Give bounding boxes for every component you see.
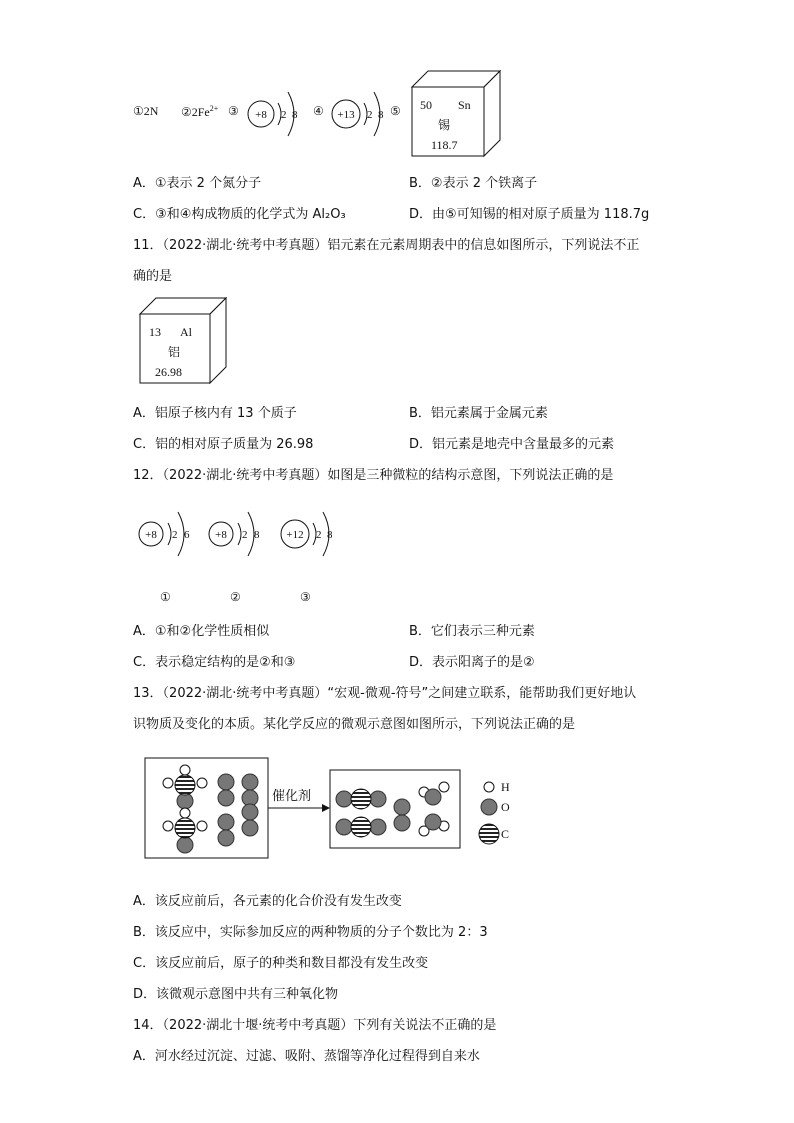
q10-option-c[interactable]: C．③和④构成物质的化学式为 Al₂O₃ (133, 207, 346, 222)
catalyst-label: 催化剂 (272, 788, 312, 803)
svg-text:8: 8 (254, 529, 260, 541)
q10-option-d[interactable]: D．由⑤可知锡的相对原子质量为 118.7g (409, 207, 650, 222)
svg-text:2: 2 (242, 529, 248, 541)
svg-text:13: 13 (149, 325, 161, 339)
q11-option-b[interactable]: B．铝元素属于金属元素 (409, 406, 548, 421)
svg-text:+12: +12 (286, 529, 304, 541)
svg-text:26.98: 26.98 (155, 365, 182, 379)
legend-c-label: C (501, 827, 510, 841)
svg-text:8: 8 (378, 109, 384, 121)
particle-label-3: ③ (300, 590, 311, 604)
q12-stem: 12．（2022·湖北·统考中考真题）如图是三种微粒的结构示意图，下列说法正确的是 (133, 468, 614, 483)
q14-option-a[interactable]: A．河水经过沉淀、过滤、吸附、蒸馏等净化过程得到自来水 (133, 1049, 480, 1064)
q12-option-d[interactable]: D．表示阳离子的是② (409, 655, 535, 670)
q11-stem-cont: 确的是 (133, 269, 173, 284)
svg-text:118.7: 118.7 (431, 138, 458, 152)
q13-option-c[interactable]: C．该反应前后，原子的种类和数目都没有发生改变 (133, 956, 429, 971)
q11-option-c[interactable]: C．铝的相对原子质量为 26.98 (133, 437, 314, 452)
legend-c-marker (479, 824, 499, 844)
q13-stem-cont: 识物质及变化的本质。某化学反应的微观示意图如图所示，下列说法正确的是 (133, 717, 576, 732)
svg-text:2: 2 (281, 109, 287, 121)
svg-text:50: 50 (420, 98, 432, 112)
nucleus-label: +13 (337, 109, 355, 121)
label-3: ③ (228, 104, 239, 118)
label-4: ④ (313, 104, 324, 118)
svg-text:8: 8 (327, 529, 333, 541)
label-5: ⑤ (390, 104, 401, 118)
legend-o-label: O (501, 800, 510, 814)
svg-text:锡: 锡 (438, 118, 451, 132)
q13-option-d[interactable]: D．该微观示意图中共有三种氧化物 (133, 987, 339, 1002)
svg-text:8: 8 (292, 109, 298, 121)
legend-h-marker (484, 782, 494, 792)
q12-option-a[interactable]: A．①和②化学性质相似 (133, 624, 270, 639)
svg-text:Sn: Sn (458, 98, 471, 112)
svg-text:铝: 铝 (168, 345, 181, 359)
q10-option-b[interactable]: B．②表示 2 个铁离子 (409, 176, 538, 191)
q11-stem: 11．（2022·湖北·统考中考真题）铝元素在元素周期表中的信息如图所示，下列说法不正 (133, 238, 640, 253)
q12-option-c[interactable]: C．表示稳定结构的是②和③ (133, 655, 296, 670)
q10-option-a[interactable]: A．①表示 2 个氮分子 (133, 176, 262, 191)
particle-label-2: ② (230, 590, 241, 604)
q13-option-b[interactable]: B．该反应中，实际参加反应的两种物质的分子个数比为 2：3 (133, 925, 488, 940)
svg-text:+8: +8 (145, 529, 157, 541)
q13-option-a[interactable]: A．该反应前后，各元素的化合价没有发生改变 (133, 894, 402, 909)
svg-text:2: 2 (316, 529, 322, 541)
q11-option-d[interactable]: D．铝元素是地壳中含量最多的元素 (409, 437, 615, 452)
legend-o-marker (481, 799, 497, 815)
q12-option-b[interactable]: B．它们表示三种元素 (409, 624, 535, 639)
particle-label-1: ① (160, 590, 171, 604)
nucleus-label: +8 (255, 109, 267, 121)
q13-stem: 13．（2022·湖北·统考中考真题）“宏观-微观-符号”之间建立联系，能帮助我们更好地认 (133, 686, 637, 701)
svg-text:6: 6 (184, 529, 190, 541)
q11-option-a[interactable]: A．铝原子核内有 13 个质子 (133, 406, 297, 421)
symbol-2n: ①2N (133, 104, 159, 118)
legend-h-label: H (501, 780, 510, 794)
svg-text:+8: +8 (215, 529, 227, 541)
q14-stem: 14．（2022·湖北十堰·统考中考真题）下列有关说法不正确的是 (133, 1018, 497, 1033)
symbol-2fe: $②2Fe^{2+}$ (181, 104, 219, 119)
svg-text:2: 2 (172, 529, 178, 541)
svg-text:2: 2 (367, 109, 373, 121)
svg-text:Al: Al (180, 325, 192, 339)
